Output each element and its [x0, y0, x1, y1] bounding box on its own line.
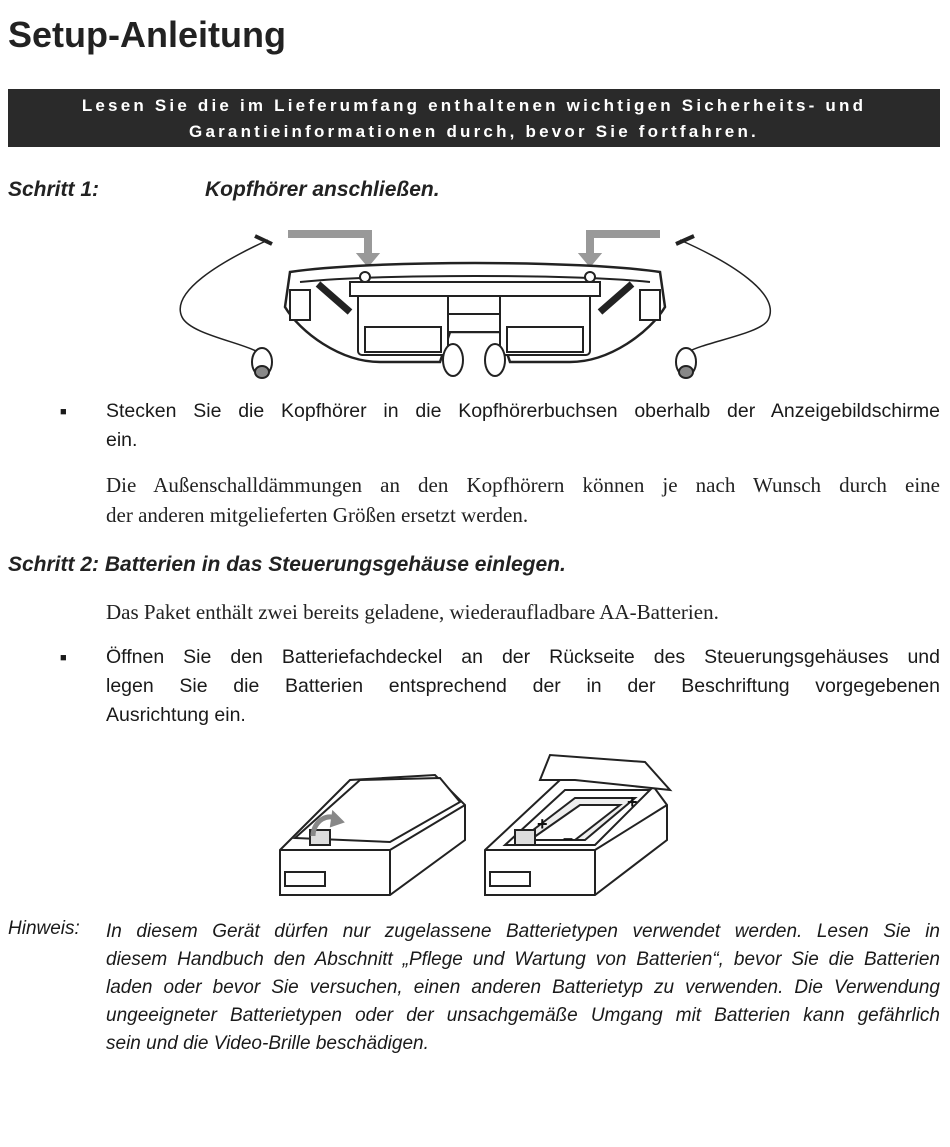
step2-intro: Das Paket enthält zwei bereits geladene, wiederaufladbare AA-Batterien. [106, 600, 719, 624]
step1-note-line-2: der anderen mitgelieferten Größen ersetzt werden. [106, 503, 529, 527]
step1-title: Kopfhörer anschließen. [205, 178, 440, 201]
step1-bullet-line-1: Stecken Sie die Kopfhörer in die Kopfhörerbuchsen oberhalb der Anzeigebildschirme [106, 400, 940, 422]
hinweis-line-3: laden oder bevor Sie versuchen, einen anderen Batterietyp zu verwenden. Die Verwendung [106, 977, 940, 998]
bullet-marker: ■ [60, 652, 67, 664]
hinweis-label: Hinweis: [8, 918, 80, 939]
banner-line-2: Garantieinformationen durch, bevor Sie fortfahren. [189, 122, 759, 141]
battery-plus-2: + [627, 792, 638, 812]
hinweis-line-5: sein und die Video-Brille beschädigen. [106, 1033, 429, 1054]
battery-minus: – [563, 828, 574, 848]
hinweis-line-1: In diesem Gerät dürfen nur zugelassene Batterietypen verwendet werden. Lesen Sie in [106, 921, 940, 942]
step1-label: Schritt 1: [8, 178, 100, 201]
hinweis-line-4: ungeeigneter Batterietypen oder der unsachgemäße Umgang mit Batterien kann gefährlich [106, 1005, 940, 1026]
step2-title: Schritt 2: Batterien in das Steuerungsgehäuse einlegen. [8, 553, 566, 576]
battery-plus-1: + [537, 814, 548, 834]
step1-note-line-1: Die Außenschalldämmungen an den Kopfhörern können je nach Wunsch durch eine [106, 473, 940, 497]
hinweis-line-2: diesem Handbuch den Abschnitt „Pflege und Wartung von Batterien“, bevor Sie die Batterien [106, 949, 940, 970]
bullet-marker: ■ [60, 406, 67, 418]
step2-bullet-line-1: Öffnen Sie den Batteriefachdeckel an der Rückseite des Steuerungsgehäuses und [106, 646, 940, 668]
headset-illustration [170, 222, 780, 387]
step2-bullet-line-2: legen Sie die Batterien entsprechend der in der Beschriftung vorgegebenen [106, 675, 940, 697]
safety-banner [8, 89, 940, 147]
banner-line-1: Lesen Sie die im Lieferumfang enthaltenen wichtigen Sicherheits- und [81, 96, 867, 115]
page-title: Setup-Anleitung [8, 14, 286, 55]
step1-bullet-line-2: ein. [106, 429, 138, 451]
step2-bullet-line-3: Ausrichtung ein. [106, 704, 246, 726]
battery-case-illustration [275, 750, 675, 905]
